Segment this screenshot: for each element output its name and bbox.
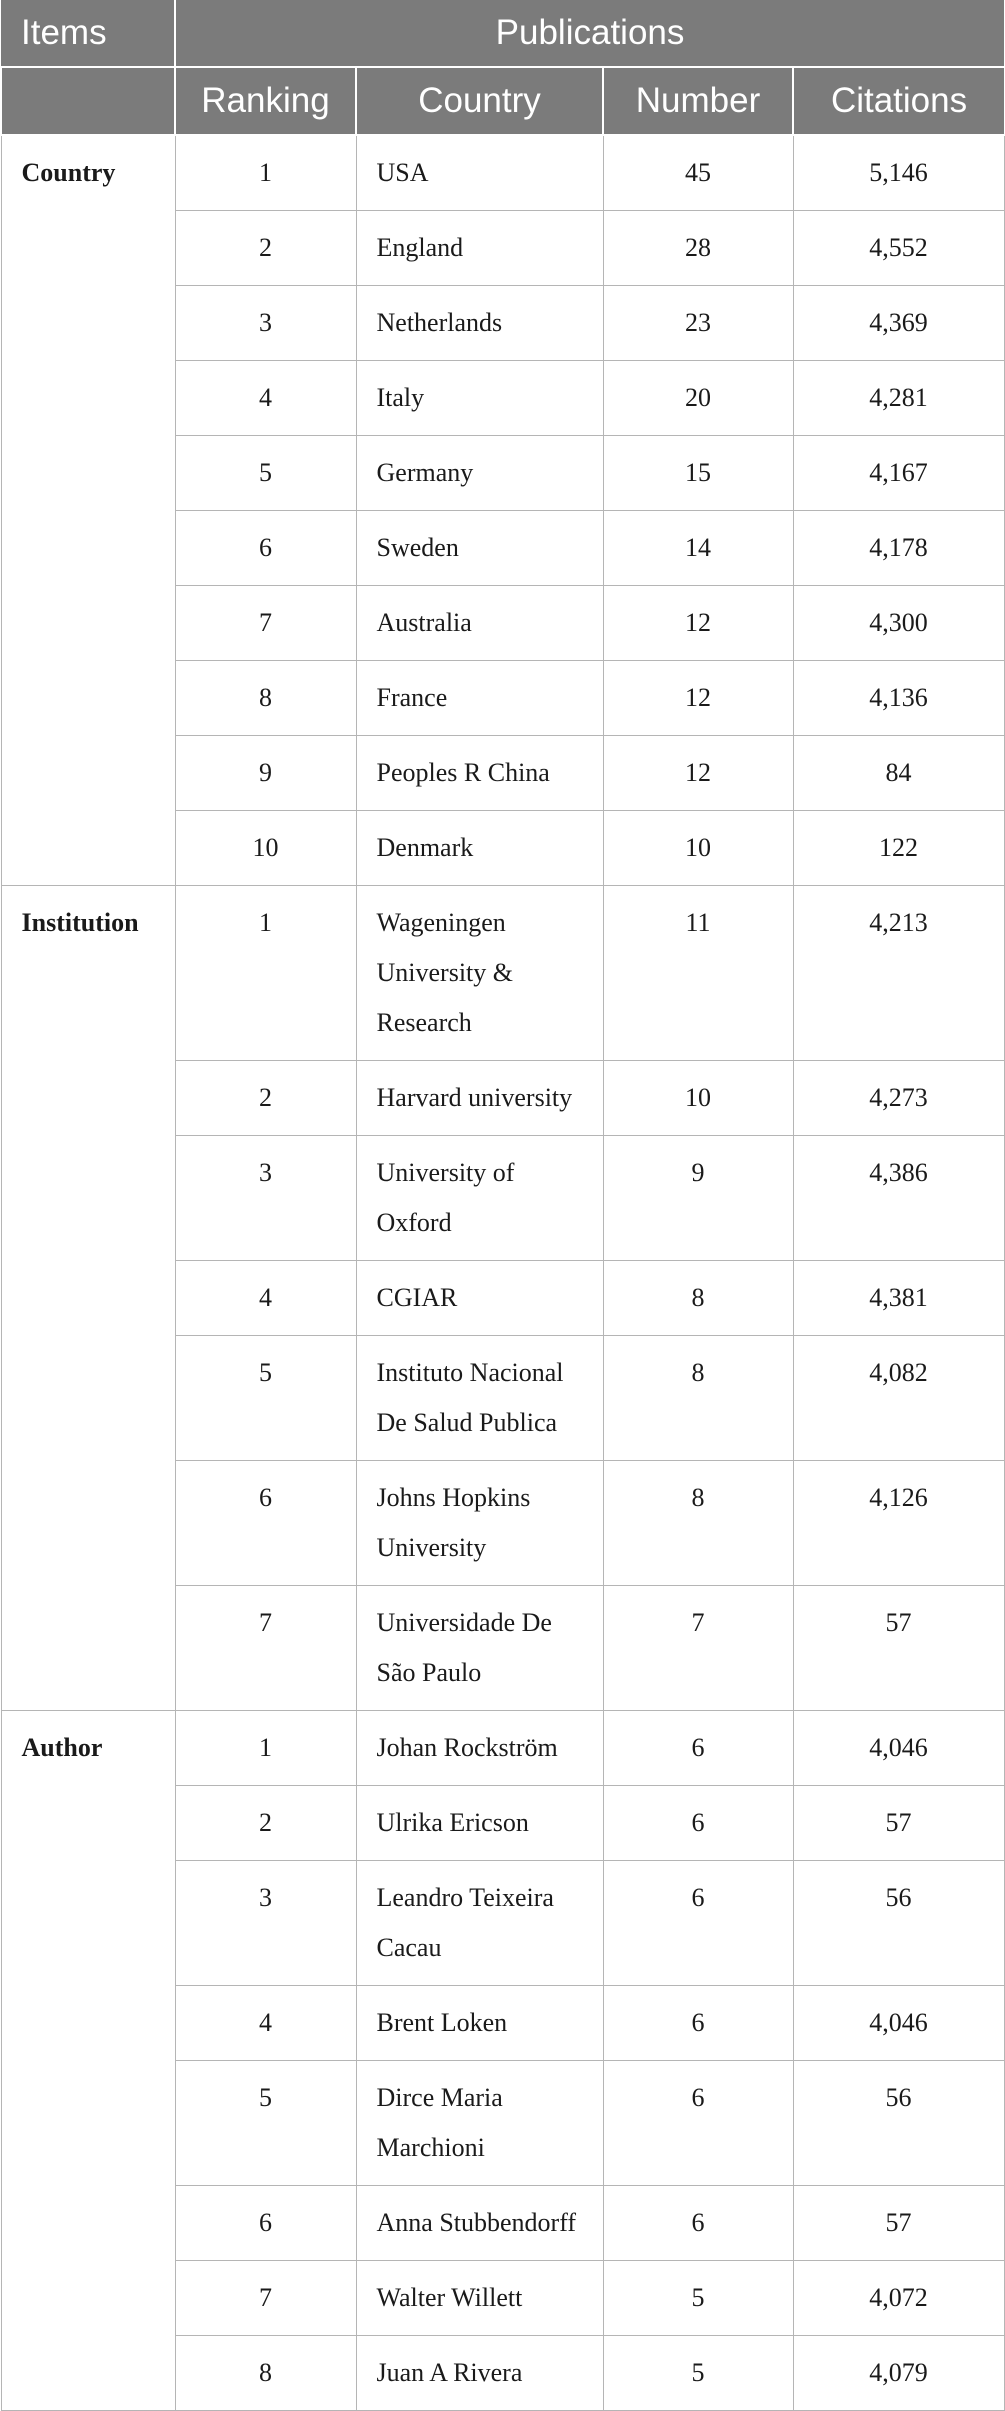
name-cell: University of Oxford <box>356 1136 603 1261</box>
name-cell: Harvard university <box>356 1061 603 1136</box>
name-cell: Sweden <box>356 511 603 586</box>
number-cell: 9 <box>603 1136 793 1261</box>
name-cell: France <box>356 661 603 736</box>
number-cell: 8 <box>603 1461 793 1586</box>
group-label: Country <box>1 135 175 886</box>
citations-cell: 4,082 <box>793 1336 1004 1461</box>
citations-cell: 4,126 <box>793 1461 1004 1586</box>
citations-cell: 57 <box>793 1586 1004 1711</box>
number-cell: 6 <box>603 2061 793 2186</box>
citations-cell: 4,273 <box>793 1061 1004 1136</box>
ranking-cell: 10 <box>175 811 356 886</box>
name-cell: USA <box>356 135 603 211</box>
citations-cell: 4,046 <box>793 1711 1004 1786</box>
name-cell: Leandro Teixeira Cacau <box>356 1861 603 1986</box>
citations-cell: 56 <box>793 1861 1004 1986</box>
ranking-cell: 4 <box>175 1261 356 1336</box>
number-cell: 8 <box>603 1336 793 1461</box>
number-cell: 12 <box>603 661 793 736</box>
table-row <box>1 1711 1004 1786</box>
number-cell: 6 <box>603 1711 793 1786</box>
ranking-cell: 6 <box>175 1461 356 1586</box>
table-row <box>1 135 1004 211</box>
ranking-cell: 5 <box>175 1336 356 1461</box>
ranking-cell: 9 <box>175 736 356 811</box>
number-cell: 5 <box>603 2336 793 2411</box>
header-citations: Citations <box>793 67 1004 135</box>
number-cell: 6 <box>603 2186 793 2261</box>
number-cell: 10 <box>603 1061 793 1136</box>
number-cell: 10 <box>603 811 793 886</box>
citations-cell: 4,046 <box>793 1986 1004 2061</box>
ranking-cell: 2 <box>175 1786 356 1861</box>
name-cell: Anna Stubbendorff <box>356 2186 603 2261</box>
header-country: Country <box>356 67 603 135</box>
name-cell: Germany <box>356 436 603 511</box>
ranking-cell: 5 <box>175 436 356 511</box>
name-cell: Universidade De São Paulo <box>356 1586 603 1711</box>
citations-cell: 4,300 <box>793 586 1004 661</box>
group-label: Institution <box>1 886 175 1711</box>
name-cell: Wageningen University & Research <box>356 886 603 1061</box>
header-blank <box>1 67 175 135</box>
number-cell: 7 <box>603 1586 793 1711</box>
ranking-cell: 1 <box>175 135 356 211</box>
ranking-cell: 6 <box>175 2186 356 2261</box>
citations-cell: 4,552 <box>793 211 1004 286</box>
name-cell: Johns Hopkins University <box>356 1461 603 1586</box>
ranking-cell: 1 <box>175 886 356 1061</box>
name-cell: Netherlands <box>356 286 603 361</box>
table-body <box>1 135 1004 2411</box>
number-cell: 14 <box>603 511 793 586</box>
ranking-cell: 4 <box>175 361 356 436</box>
number-cell: 28 <box>603 211 793 286</box>
citations-cell: 57 <box>793 1786 1004 1861</box>
number-cell: 8 <box>603 1261 793 1336</box>
ranking-cell: 3 <box>175 1136 356 1261</box>
header-ranking: Ranking <box>175 67 356 135</box>
ranking-cell: 1 <box>175 1711 356 1786</box>
number-cell: 11 <box>603 886 793 1061</box>
name-cell: Peoples R China <box>356 736 603 811</box>
citations-cell: 56 <box>793 2061 1004 2186</box>
name-cell: Australia <box>356 586 603 661</box>
group-label: Author <box>1 1711 175 2411</box>
number-cell: 23 <box>603 286 793 361</box>
name-cell: Johan Rockström <box>356 1711 603 1786</box>
citations-cell: 84 <box>793 736 1004 811</box>
name-cell: Dirce Maria Marchioni <box>356 2061 603 2186</box>
name-cell: England <box>356 211 603 286</box>
citations-cell: 4,178 <box>793 511 1004 586</box>
citations-cell: 5,146 <box>793 135 1004 211</box>
ranking-cell: 8 <box>175 661 356 736</box>
citations-cell: 4,369 <box>793 286 1004 361</box>
header-items: Items <box>1 0 175 67</box>
citations-cell: 4,386 <box>793 1136 1004 1261</box>
citations-cell: 4,136 <box>793 661 1004 736</box>
ranking-cell: 3 <box>175 1861 356 1986</box>
citations-cell: 4,381 <box>793 1261 1004 1336</box>
table-row <box>1 886 1004 1061</box>
number-cell: 45 <box>603 135 793 211</box>
name-cell: Denmark <box>356 811 603 886</box>
citations-cell: 57 <box>793 2186 1004 2261</box>
header-publications: Publications <box>175 0 1004 67</box>
ranking-cell: 3 <box>175 286 356 361</box>
number-cell: 20 <box>603 361 793 436</box>
citations-cell: 4,213 <box>793 886 1004 1061</box>
citations-cell: 4,079 <box>793 2336 1004 2411</box>
number-cell: 6 <box>603 1786 793 1861</box>
name-cell: Italy <box>356 361 603 436</box>
name-cell: Juan A Rivera <box>356 2336 603 2411</box>
number-cell: 6 <box>603 1861 793 1986</box>
name-cell: CGIAR <box>356 1261 603 1336</box>
ranking-cell: 2 <box>175 211 356 286</box>
ranking-cell: 7 <box>175 2261 356 2336</box>
header-number: Number <box>603 67 793 135</box>
ranking-cell: 5 <box>175 2061 356 2186</box>
ranking-cell: 4 <box>175 1986 356 2061</box>
number-cell: 5 <box>603 2261 793 2336</box>
ranking-cell: 7 <box>175 1586 356 1711</box>
name-cell: Ulrika Ericson <box>356 1786 603 1861</box>
table-header <box>1 0 1004 135</box>
citations-cell: 122 <box>793 811 1004 886</box>
number-cell: 12 <box>603 736 793 811</box>
number-cell: 12 <box>603 586 793 661</box>
citations-cell: 4,072 <box>793 2261 1004 2336</box>
ranking-cell: 6 <box>175 511 356 586</box>
name-cell: Walter Willett <box>356 2261 603 2336</box>
ranking-cell: 2 <box>175 1061 356 1136</box>
citations-cell: 4,281 <box>793 361 1004 436</box>
name-cell: Instituto Nacional De Salud Publica <box>356 1336 603 1461</box>
citations-cell: 4,167 <box>793 436 1004 511</box>
ranking-cell: 7 <box>175 586 356 661</box>
number-cell: 6 <box>603 1986 793 2061</box>
ranking-cell: 8 <box>175 2336 356 2411</box>
name-cell: Brent Loken <box>356 1986 603 2061</box>
number-cell: 15 <box>603 436 793 511</box>
